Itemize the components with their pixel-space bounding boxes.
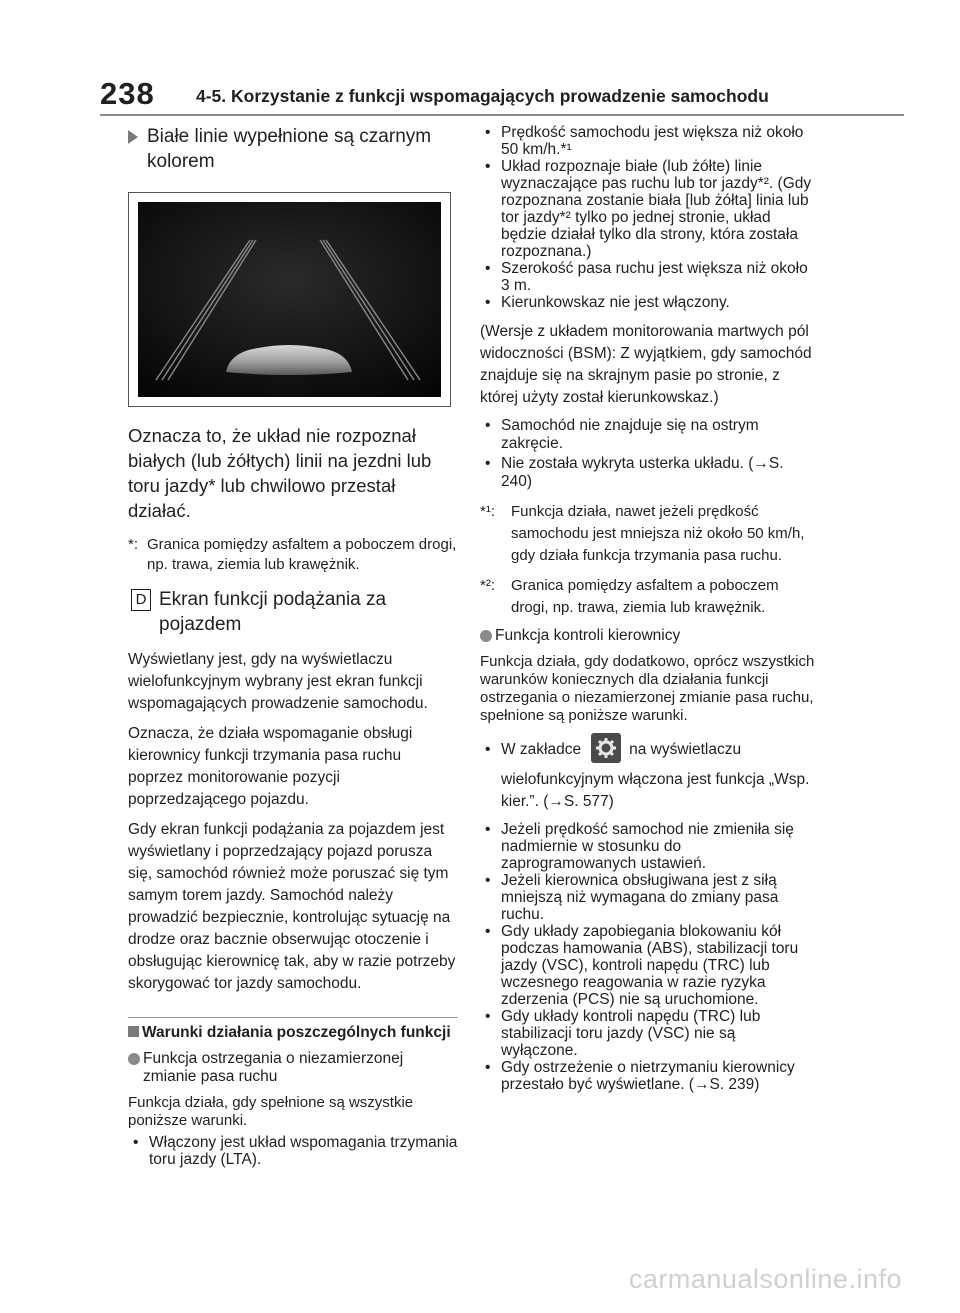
- circle-bullet-icon: [128, 1053, 140, 1065]
- meaning-text: Oznacza to, że układ nie rozpoznał białych (lub żółtych) linii na jezdni lub toru jazdy* lub chwilowo przestał działać.: [128, 425, 432, 521]
- lda-conditions-list: [480, 124, 815, 311]
- page-header: [100, 76, 904, 116]
- paragraph-3: Gdy ekran funkcji podążania za pojazdem jest wyświetlany i poprzedzający pojazd porusza się, samochód również może poruszać się tym samym torem jazdy. Samochód należy prowadzić bezpiecznie, kontrolując sytuację na drodze oraz bacznie obserwując otoczenie i obsługując kierownicę tak, aby w razie potrzeby skorygować tor jazdy samochodu.: [128, 821, 456, 992]
- footnote-1-text: Funkcja działa, nawet jeżeli prędkość samochodu jest mniejsza niż około 50 km/h, gdy działa funkcja trzymania pasa ruchu.: [511, 503, 805, 564]
- tab-continuation: wielofunkcyjnym włączona jest funkcja „Wsp. kier.”. (→S. 577): [501, 771, 810, 811]
- paragraph-1: Wyświetlany jest, gdy na wyświetlaczu wielofunkcyjnym wybrany jest ekran funkcji wspomagających prowadzenie samochodu.: [128, 651, 428, 712]
- asterisk-note: [128, 535, 458, 575]
- header-divider: [100, 114, 904, 116]
- right-column: [480, 124, 815, 1103]
- lane-display-illustration: [138, 202, 441, 397]
- list-item: • Prędkość samochodu jest większa niż około 50 km/h.*¹: [480, 124, 815, 158]
- list-item: • Jeżeli prędkość samochod nie zmieniła się nadmiernie w stosunku do zaprogramowanych ustawień.: [480, 821, 815, 872]
- lda-heading-text: Funkcja ostrzegania o niezamierzonej zmianie pasa ruchu: [143, 1050, 404, 1085]
- bsm-paragraph: (Wersje z układem monitorowania martwych pól widoczności (BSM): Z wyjątkiem, gdy samochód znajduje się na skrajnym pasie po stronie, z której użyty został kierunkowskaz.): [480, 323, 812, 406]
- list-item: • Gdy ostrzeżenie o nietrzymaniu kierownicy przestało być wyświetlane. (→S. 239): [480, 1059, 815, 1093]
- footnote-2-text: Granica pomiędzy asfaltem a poboczem drogi, np. trawa, ziemia lub krawężnik.: [511, 577, 779, 616]
- conditions-heading: [128, 1017, 458, 1042]
- footnote-1-mark: *¹:: [480, 503, 495, 520]
- white-lines-heading-text: Białe linie wypełnione są czarnym kolorem: [147, 126, 432, 172]
- tab-suffix-text: na wyświetlaczu: [629, 741, 742, 759]
- list-item: • Kierunkowskaz nie jest włączony.: [480, 294, 815, 311]
- circle-bullet-icon: [480, 630, 492, 642]
- bsm-conditions-list: [480, 417, 815, 491]
- paragraph-2: Oznacza, że działa wspomaganie obsługi kierownicy funkcji trzymania pasa ruchu poprzez monitorowanie pozycji poprzedzającego pojazdu.: [128, 725, 413, 808]
- lane-display-figure: [128, 192, 451, 407]
- steering-conditions-list: [480, 735, 815, 765]
- arrow-icon: [128, 130, 138, 144]
- footnote-2-mark: *²:: [480, 577, 495, 594]
- lda-intro: Funkcja działa, gdy spełnione są wszystkie poniższe warunki.: [128, 1094, 414, 1129]
- steering-heading-text: Funkcja kontroli kierownicy: [495, 627, 681, 644]
- left-column: [128, 124, 458, 1178]
- steering-heading: [480, 627, 815, 645]
- asterisk-mark: *:: [128, 536, 139, 553]
- list-item: • Układ rozpoznaje białe (lub żółte) linie wyznaczające pas ruchu lub tor jazdy*². (Gdy rozpoznana zostanie biała [lub żółta] linia lub tor jazdy*² tylko po jednej stronie, układ będzie działał tylko dla strony, która została rozpoznana.): [480, 158, 815, 260]
- footnote-1: [480, 501, 815, 567]
- steering-intro: Funkcja działa, gdy dodatkowo, oprócz wszystkich warunków koniecznych dla działania funkcji ostrzegania o niezamierzonej zmianie pasa ruchu, spełnione są poniższe warunki.: [480, 653, 815, 724]
- list-item: • Gdy układy kontroli napędu (TRC) lub stabilizacji toru jazdy (VSC) nie są wyłączone.: [480, 1008, 815, 1059]
- section-d-badge: D: [131, 589, 151, 611]
- list-item: • Szerokość pasa ruchu jest większa niż około 3 m.: [480, 260, 815, 294]
- section-d-title: Ekran funkcji podążania za pojazdem: [159, 589, 387, 635]
- section-d-heading: [128, 587, 458, 637]
- lda-heading: [128, 1050, 458, 1086]
- tab-prefix-text: W zakładce: [501, 741, 582, 759]
- site-watermark: carmanualsonline.info: [628, 1264, 902, 1294]
- settings-gear-icon: [591, 733, 621, 763]
- list-item: [480, 735, 815, 765]
- list-item: • Jeżeli kierownica obsługiwana jest z siłą mniejszą niż wymagana do zmiany pasa ruchu.: [480, 872, 815, 923]
- list-item: • Gdy układy zapobiegania blokowaniu kół podczas hamowania (ABS), stabilizacji toru jazdy (VSC), kontroli napędu (TRC) lub wczesnego reagowania w razie ryzyka zderzenia (PCS) nie są uruchomione.: [480, 923, 815, 1008]
- asterisk-note-text: Granica pomiędzy asfaltem a poboczem drogi, np. trawa, ziemia lub krawężnik.: [147, 536, 457, 573]
- page-number: 238: [100, 76, 155, 111]
- lda-bullet-list: [128, 1134, 458, 1168]
- steering-more-list: [480, 821, 815, 1093]
- conditions-heading-text: Warunki działania poszczególnych funkcji: [142, 1024, 451, 1041]
- list-item: • Samochód nie znajduje się na ostrym zakręcie.: [480, 417, 815, 453]
- chapter-title: 4-5. Korzystanie z funkcji wspomagających prowadzenie samochodu: [196, 86, 769, 106]
- square-bullet-icon: [128, 1026, 139, 1037]
- list-item: • Włączony jest układ wspomagania trzymania toru jazdy (LTA).: [128, 1134, 458, 1168]
- list-item: • Nie została wykryta usterka układu. (→S. 240): [480, 455, 815, 491]
- white-lines-heading: [128, 124, 458, 174]
- footnote-2: [480, 575, 815, 619]
